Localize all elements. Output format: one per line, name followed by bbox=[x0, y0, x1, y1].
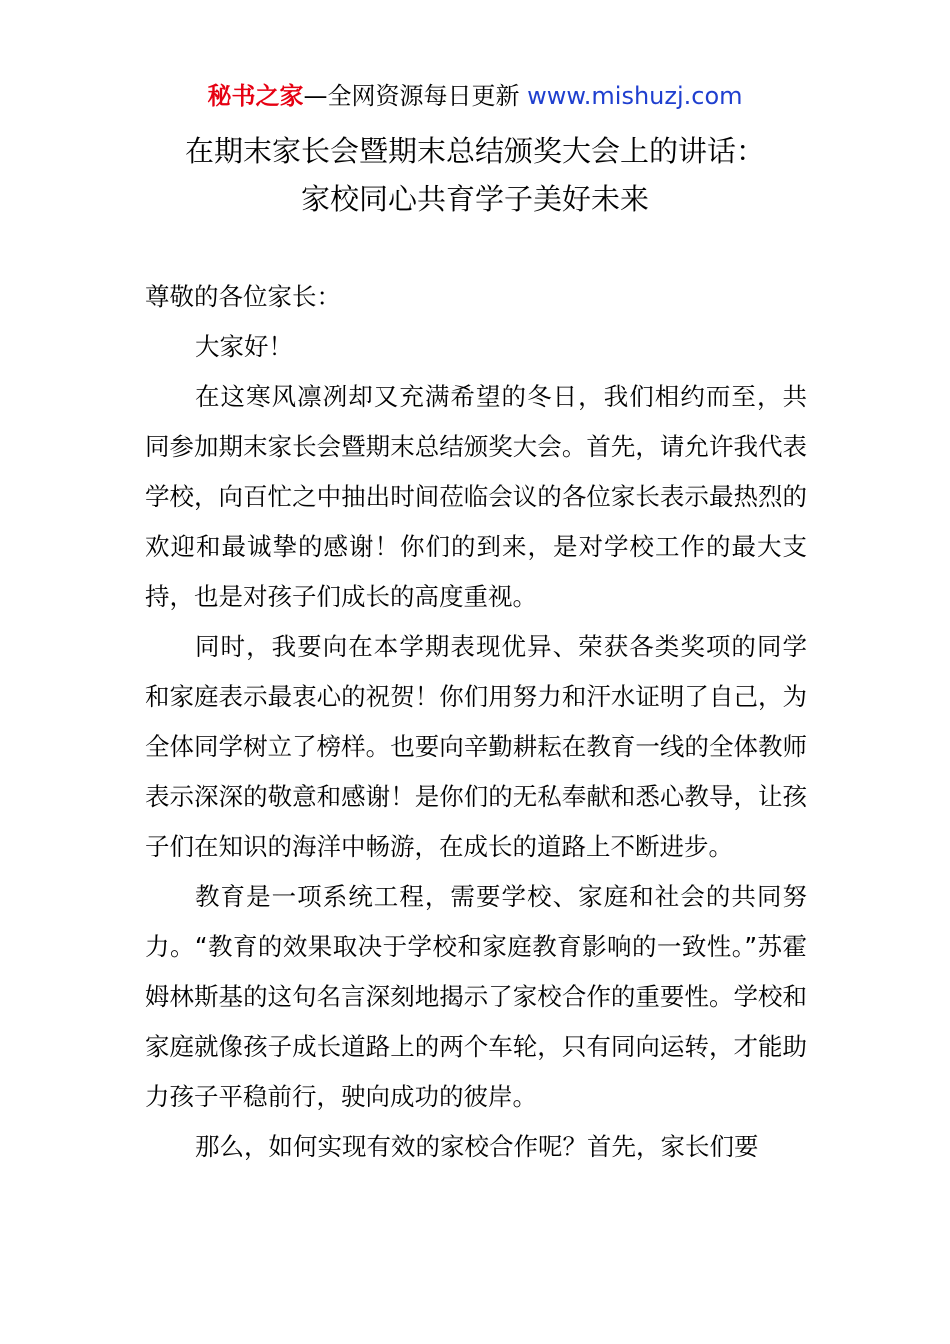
paragraph-3: 教育是一项系统工程，需要学校、家庭和社会的共同努力。“教育的效果取决于学校和家庭教育影响的一致性。”苏霍姆林斯基的这句名言深刻地揭示了家校合作的重要性。学校和家庭就像孩子成长道路上的两个车轮，只有同向运转，才能助力孩子平稳前行，驶向成功的彼岸。 bbox=[145, 882, 807, 1111]
paragraph-2: 同时，我要向在本学期表现优异、荣获各类奖项的同学和家庭表示最衷心的祝贺！你们用努力和汗水证明了自己，为全体同学树立了榜样。也要向辛勤耕耘在教育一线的全体教师表示深深的敬意和感谢！是你们的无私奉献和悉心教导，让孩子们在知识的海洋中畅游，在成长的道路上不断进步。 bbox=[145, 632, 807, 861]
site-header bbox=[0, 78, 950, 114]
paragraph-4: 那么，如何实现有效的家校合作呢？首先，家长们要 bbox=[195, 1132, 759, 1161]
greeting: 大家好！ bbox=[195, 332, 293, 361]
paragraph-1: 在这寒风凛冽却又充满希望的冬日，我们相约而至，共同参加期末家长会暨期末总结颁奖大会。首先，请允许我代表学校，向百忙之中抽出时间莅临会议的各位家长表示最热烈的欢迎和最诚挚的感谢！你们的到来，是对学校工作的最大支持，也是对孩子们成长的高度重视。 bbox=[145, 382, 807, 611]
salutation: 尊敬的各位家长： bbox=[145, 282, 341, 311]
site-url[interactable]: www.mishuzj.com bbox=[527, 82, 743, 110]
title-line-1: 在期末家长会暨期末总结颁奖大会上的讲话： bbox=[184, 134, 765, 168]
document-body bbox=[145, 272, 807, 1172]
title-line-2: 家校同心共育学子美好未来 bbox=[300, 182, 649, 216]
document-title bbox=[0, 127, 950, 223]
site-name: 秘书之家 bbox=[207, 82, 304, 110]
site-slogan: —全网资源每日更新 bbox=[303, 82, 520, 110]
